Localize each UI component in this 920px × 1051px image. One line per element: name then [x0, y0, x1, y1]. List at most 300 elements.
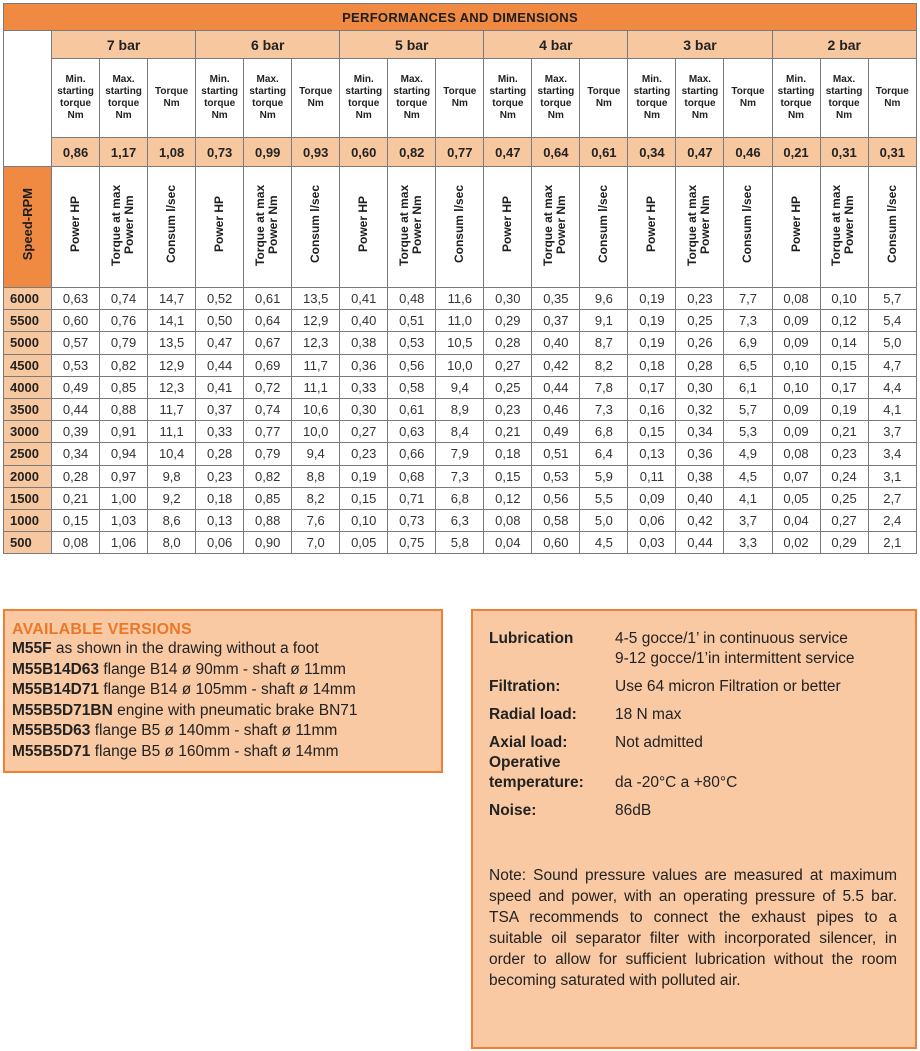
data-cell: 0,60	[532, 532, 580, 554]
available-versions-box	[3, 609, 443, 773]
data-cell: 12,3	[292, 332, 340, 354]
temperature-value: da -20°C a +80°C	[615, 774, 738, 791]
data-cell: 6,8	[580, 421, 628, 443]
performance-header	[484, 167, 532, 288]
temperature-label-1: Operative	[489, 754, 561, 771]
data-cell: 0,85	[244, 487, 292, 509]
data-cell: 11,0	[436, 310, 484, 332]
starting-torque-header: Torque Nm	[580, 59, 628, 138]
table-row	[4, 398, 917, 420]
data-cell: 0,08	[772, 443, 820, 465]
starting-value: 0,64	[532, 138, 580, 167]
spec-noise	[489, 801, 897, 821]
pressure-header: 6 bar	[196, 31, 340, 59]
data-cell: 0,60	[52, 310, 100, 332]
data-cell: 5,0	[580, 509, 628, 531]
data-cell: 0,74	[100, 288, 148, 310]
version-item	[12, 680, 435, 701]
data-cell: 0,82	[244, 465, 292, 487]
data-cell: 0,44	[196, 354, 244, 376]
data-cell: 4,5	[580, 532, 628, 554]
version-code: M55B14D71	[12, 681, 100, 698]
table-row	[4, 509, 917, 531]
starting-torque-header: Torque Nm	[436, 59, 484, 138]
performance-header-label: Power HP	[68, 196, 83, 253]
rpm-value: 1000	[4, 509, 52, 531]
data-cell: 0,69	[244, 354, 292, 376]
data-cell: 0,09	[772, 421, 820, 443]
pressure-header: 7 bar	[52, 31, 196, 59]
version-item	[12, 639, 435, 660]
data-cell: 0,34	[676, 421, 724, 443]
data-cell: 5,3	[724, 421, 772, 443]
data-cell: 0,19	[340, 465, 388, 487]
data-cell: 14,1	[148, 310, 196, 332]
data-cell: 0,44	[532, 376, 580, 398]
rpm-value: 6000	[4, 288, 52, 310]
data-cell: 9,4	[436, 376, 484, 398]
data-cell: 0,21	[484, 421, 532, 443]
data-cell: 0,11	[628, 465, 676, 487]
data-cell: 0,61	[388, 398, 436, 420]
data-cell: 0,19	[628, 288, 676, 310]
data-cell: 0,79	[244, 443, 292, 465]
data-cell: 6,9	[724, 332, 772, 354]
data-cell: 0,21	[52, 487, 100, 509]
version-code: M55B5D71	[12, 742, 91, 760]
starting-value: 0,99	[244, 138, 292, 167]
version-description: engine with pneumatic brake BN71	[112, 701, 358, 719]
performance-header-label: Consum l/sec	[740, 185, 755, 264]
data-cell: 0,10	[820, 288, 868, 310]
data-cell: 8,2	[292, 487, 340, 509]
starting-value: 0,47	[484, 138, 532, 167]
performance-header	[388, 167, 436, 288]
data-cell: 0,14	[820, 332, 868, 354]
data-cell: 5,0	[868, 332, 916, 354]
data-cell: 0,36	[340, 354, 388, 376]
data-cell: 0,09	[628, 487, 676, 509]
noise-label: Noise:	[489, 802, 537, 819]
data-cell: 0,40	[340, 310, 388, 332]
starting-torque-header: Max. starting torque Nm	[388, 59, 436, 138]
starting-torque-header: Torque Nm	[292, 59, 340, 138]
spec-temperature	[489, 753, 897, 793]
data-cell: 0,16	[628, 398, 676, 420]
data-cell: 9,8	[148, 465, 196, 487]
starting-value: 1,17	[100, 138, 148, 167]
rpm-value: 3500	[4, 398, 52, 420]
starting-torque-header: Max. starting torque Nm	[244, 59, 292, 138]
starting-torque-header: Max. starting torque Nm	[100, 59, 148, 138]
speed-rpm-header	[4, 167, 52, 288]
data-cell: 0,29	[484, 310, 532, 332]
starting-torque-header: Min. starting torque Nm	[340, 59, 388, 138]
data-cell: 4,7	[868, 354, 916, 376]
version-description: flange B14 ø 105mm - shaft ø 14mm	[99, 681, 356, 698]
data-cell: 0,74	[244, 398, 292, 420]
data-cell: 0,85	[100, 376, 148, 398]
table-title: PERFORMANCES AND DIMENSIONS	[4, 4, 917, 31]
data-cell: 0,63	[52, 288, 100, 310]
data-cell: 0,48	[388, 288, 436, 310]
data-cell: 12,3	[148, 376, 196, 398]
radial-load-label: Radial load:	[489, 706, 577, 723]
performance-header	[148, 167, 196, 288]
performance-header	[724, 167, 772, 288]
starting-torque-header: Min. starting torque Nm	[772, 59, 820, 138]
starting-values-row	[4, 138, 917, 167]
data-cell: 0,91	[100, 421, 148, 443]
performance-header-label: Power HP	[212, 196, 227, 253]
data-cell: 13,5	[148, 332, 196, 354]
table-row	[4, 310, 917, 332]
temperature-label-2: temperature:	[489, 774, 584, 791]
spec-axial-load	[489, 733, 897, 753]
data-cell: 0,13	[628, 443, 676, 465]
data-cell: 0,56	[388, 354, 436, 376]
data-cell: 3,3	[724, 532, 772, 554]
filtration-label: Filtration:	[489, 678, 561, 695]
title-row	[4, 4, 917, 31]
data-cell: 0,25	[484, 376, 532, 398]
starting-value: 0,47	[676, 138, 724, 167]
data-cell: 8,4	[436, 421, 484, 443]
data-cell: 0,15	[484, 465, 532, 487]
data-cell: 0,42	[676, 509, 724, 531]
table-row	[4, 532, 917, 554]
data-cell: 0,42	[532, 354, 580, 376]
data-cell: 9,1	[580, 310, 628, 332]
performance-header	[436, 167, 484, 288]
data-cell: 7,9	[436, 443, 484, 465]
data-cell: 0,21	[820, 421, 868, 443]
performance-header	[868, 167, 916, 288]
table-row	[4, 354, 917, 376]
starting-torque-header: Max. starting torque Nm	[532, 59, 580, 138]
rpm-value: 500	[4, 532, 52, 554]
data-cell: 11,7	[148, 398, 196, 420]
data-cell: 0,23	[676, 288, 724, 310]
data-cell: 0,25	[820, 487, 868, 509]
data-cell: 10,4	[148, 443, 196, 465]
version-code: M55B5D63	[12, 722, 91, 739]
data-cell: 0,36	[676, 443, 724, 465]
rpm-value: 5000	[4, 332, 52, 354]
data-cell: 0,61	[244, 288, 292, 310]
data-cell: 7,0	[292, 532, 340, 554]
data-cell: 0,27	[484, 354, 532, 376]
data-cell: 0,72	[244, 376, 292, 398]
performance-header-label: Consum l/sec	[452, 185, 467, 264]
version-item	[12, 701, 435, 722]
data-cell: 0,57	[52, 332, 100, 354]
version-description: flange B5 ø 140mm - shaft ø 11mm	[90, 722, 338, 739]
data-cell: 0,88	[100, 398, 148, 420]
data-cell: 0,58	[532, 509, 580, 531]
data-cell: 0,53	[532, 465, 580, 487]
data-cell: 0,08	[52, 532, 100, 554]
data-cell: 0,41	[196, 376, 244, 398]
data-cell: 6,4	[580, 443, 628, 465]
version-item	[12, 742, 435, 763]
data-cell: 0,09	[772, 310, 820, 332]
data-cell: 0,03	[628, 532, 676, 554]
data-cell: 0,64	[244, 310, 292, 332]
data-cell: 0,38	[676, 465, 724, 487]
version-code: M55B14D63	[12, 660, 100, 678]
data-cell: 0,94	[100, 443, 148, 465]
performance-header-label: Consum l/sec	[164, 185, 179, 264]
data-cell: 0,73	[388, 509, 436, 531]
data-cell: 3,7	[724, 509, 772, 531]
data-cell: 0,28	[52, 465, 100, 487]
starting-torque-header: Min. starting torque Nm	[628, 59, 676, 138]
performance-header-label: Power HP	[356, 196, 371, 253]
data-cell: 0,17	[628, 376, 676, 398]
data-cell: 0,06	[628, 509, 676, 531]
versions-title: AVAILABLE VERSIONS	[12, 621, 192, 638]
data-cell: 9,2	[148, 487, 196, 509]
data-cell: 0,18	[196, 487, 244, 509]
data-cell: 11,1	[148, 421, 196, 443]
data-cell: 2,4	[868, 509, 916, 531]
speed-rpm-label: Speed-RPM	[20, 188, 36, 261]
data-cell: 0,15	[52, 509, 100, 531]
corner-blank	[4, 31, 52, 167]
data-cell: 5,8	[436, 532, 484, 554]
data-cell: 0,30	[676, 376, 724, 398]
performance-header-label: Consum l/sec	[884, 185, 899, 264]
data-cell: 5,4	[868, 310, 916, 332]
data-cell: 1,00	[100, 487, 148, 509]
performance-header	[820, 167, 868, 288]
data-cell: 0,90	[244, 532, 292, 554]
axial-load-label: Axial load:	[489, 734, 568, 751]
spec-lubrication	[489, 629, 897, 669]
data-cell: 0,28	[196, 443, 244, 465]
performance-header-label: Consum l/sec	[596, 185, 611, 264]
data-cell: 0,40	[676, 487, 724, 509]
table-row	[4, 465, 917, 487]
data-cell: 14,7	[148, 288, 196, 310]
rpm-value: 3000	[4, 421, 52, 443]
performance-header-label: Power HP	[788, 196, 803, 253]
data-cell: 0,35	[532, 288, 580, 310]
data-cell: 0,07	[772, 465, 820, 487]
starting-value: 1,08	[148, 138, 196, 167]
data-cell: 1,06	[100, 532, 148, 554]
performance-header	[244, 167, 292, 288]
data-cell: 5,7	[724, 398, 772, 420]
performance-header-row	[4, 167, 917, 288]
rpm-value: 4000	[4, 376, 52, 398]
data-cell: 0,67	[244, 332, 292, 354]
data-cell: 0,30	[484, 288, 532, 310]
data-cell: 0,76	[100, 310, 148, 332]
data-cell: 0,82	[100, 354, 148, 376]
performance-header	[100, 167, 148, 288]
data-cell: 0,05	[340, 532, 388, 554]
data-cell: 0,19	[628, 332, 676, 354]
rpm-value: 2000	[4, 465, 52, 487]
data-cell: 9,6	[580, 288, 628, 310]
rpm-value: 4500	[4, 354, 52, 376]
data-cell: 3,7	[868, 421, 916, 443]
rpm-value: 2500	[4, 443, 52, 465]
data-cell: 8,2	[580, 354, 628, 376]
table-row	[4, 421, 917, 443]
table-row	[4, 487, 917, 509]
table-row	[4, 443, 917, 465]
performance-header	[580, 167, 628, 288]
data-cell: 0,24	[820, 465, 868, 487]
starting-torque-header: Max. starting torque Nm	[676, 59, 724, 138]
data-cell: 10,6	[292, 398, 340, 420]
starting-torque-header: Torque Nm	[868, 59, 916, 138]
data-cell: 0,32	[676, 398, 724, 420]
performance-header	[676, 167, 724, 288]
data-cell: 6,8	[436, 487, 484, 509]
performance-header-label: Torque at max Power Nm	[829, 183, 857, 266]
data-cell: 8,6	[148, 509, 196, 531]
performance-header	[196, 167, 244, 288]
data-cell: 7,3	[580, 398, 628, 420]
data-cell: 0,09	[772, 332, 820, 354]
lubrication-label: Lubrication	[489, 630, 574, 647]
data-cell: 8,8	[292, 465, 340, 487]
starting-torque-header: Torque Nm	[148, 59, 196, 138]
data-cell: 0,38	[340, 332, 388, 354]
performance-header-label: Torque at max Power Nm	[252, 183, 280, 266]
data-cell: 5,9	[580, 465, 628, 487]
data-cell: 0,41	[340, 288, 388, 310]
data-cell: 0,02	[772, 532, 820, 554]
starting-value: 0,86	[52, 138, 100, 167]
data-cell: 0,18	[484, 443, 532, 465]
data-cell: 0,44	[676, 532, 724, 554]
data-cell: 0,28	[676, 354, 724, 376]
starting-value: 0,61	[580, 138, 628, 167]
data-cell: 0,50	[196, 310, 244, 332]
lubrication-value-2: 9-12 gocce/1’in intermittent service	[615, 650, 855, 667]
data-cell: 10,5	[436, 332, 484, 354]
table-row	[4, 332, 917, 354]
version-description: flange B5 ø 160mm - shaft ø 14mm	[90, 742, 339, 760]
data-cell: 0,30	[340, 398, 388, 420]
data-cell: 0,15	[628, 421, 676, 443]
starting-value: 0,93	[292, 138, 340, 167]
table-row	[4, 288, 917, 310]
data-cell: 0,97	[100, 465, 148, 487]
data-cell: 0,49	[52, 376, 100, 398]
data-cell: 0,10	[340, 509, 388, 531]
starting-torque-header-row	[4, 59, 917, 138]
starting-torque-header: Min. starting torque Nm	[196, 59, 244, 138]
data-cell: 8,9	[436, 398, 484, 420]
lubrication-value-1: 4-5 gocce/1’ in continuous service	[615, 630, 848, 647]
data-cell: 0,19	[628, 310, 676, 332]
data-cell: 0,23	[196, 465, 244, 487]
data-cell: 0,19	[820, 398, 868, 420]
performance-header	[340, 167, 388, 288]
starting-value: 0,31	[868, 138, 916, 167]
filtration-value: Use 64 micron Filtration or better	[615, 678, 841, 695]
performance-table	[3, 3, 917, 554]
performance-header-label: Torque at max Power Nm	[108, 183, 136, 266]
performance-header	[292, 167, 340, 288]
data-cell: 0,26	[676, 332, 724, 354]
version-description: as shown in the drawing without a foot	[51, 640, 319, 657]
data-cell: 0,05	[772, 487, 820, 509]
data-cell: 8,7	[580, 332, 628, 354]
performance-header-label: Power HP	[644, 196, 659, 253]
data-cell: 0,10	[772, 376, 820, 398]
data-cell: 0,37	[532, 310, 580, 332]
data-cell: 0,56	[532, 487, 580, 509]
data-cell: 4,1	[868, 398, 916, 420]
data-cell: 0,52	[196, 288, 244, 310]
data-cell: 6,5	[724, 354, 772, 376]
data-cell: 5,7	[868, 288, 916, 310]
data-cell: 2,1	[868, 532, 916, 554]
data-cell: 13,5	[292, 288, 340, 310]
spec-radial-load	[489, 705, 897, 725]
data-cell: 0,15	[820, 354, 868, 376]
data-cell: 0,34	[52, 443, 100, 465]
data-cell: 0,23	[820, 443, 868, 465]
spec-filtration	[489, 677, 897, 697]
performance-header-label: Torque at max Power Nm	[684, 183, 712, 266]
note-text: Note: Sound pressure values are measured at maximum speed and power, with an operating pressure of 5.5 bar. TSA recommends to connect the exhaust pipes to a suitable oil separator filter with incorporated silencer, in order to allow for sufficient lubrication without the room becoming saturated with polluted air.	[489, 867, 897, 989]
data-cell: 0,51	[532, 443, 580, 465]
performance-header	[772, 167, 820, 288]
data-cell: 4,9	[724, 443, 772, 465]
data-cell: 0,08	[772, 288, 820, 310]
data-cell: 12,9	[148, 354, 196, 376]
noise-value: 86dB	[615, 802, 652, 819]
data-cell: 0,06	[196, 532, 244, 554]
data-cell: 0,12	[484, 487, 532, 509]
data-cell: 0,46	[532, 398, 580, 420]
data-cell: 0,29	[820, 532, 868, 554]
data-cell: 0,79	[100, 332, 148, 354]
data-cell: 0,37	[196, 398, 244, 420]
data-cell: 0,04	[484, 532, 532, 554]
pressure-header: 4 bar	[484, 31, 628, 59]
axial-load-value: Not admitted	[615, 734, 703, 751]
performance-header-label: Power HP	[500, 196, 515, 253]
data-cell: 11,6	[436, 288, 484, 310]
radial-load-value: 18 N max	[615, 706, 682, 723]
data-cell: 0,27	[340, 421, 388, 443]
version-code: M55B5D71BN	[12, 701, 113, 719]
performance-header-label: Torque at max Power Nm	[396, 183, 424, 266]
data-cell: 0,49	[532, 421, 580, 443]
starting-torque-header: Min. starting torque Nm	[484, 59, 532, 138]
performance-header	[628, 167, 676, 288]
data-cell: 0,47	[196, 332, 244, 354]
starting-value: 0,82	[388, 138, 436, 167]
data-cell: 0,40	[532, 332, 580, 354]
data-cell: 9,4	[292, 443, 340, 465]
data-cell: 0,75	[388, 532, 436, 554]
data-cell: 0,04	[772, 509, 820, 531]
version-item	[12, 660, 435, 681]
version-description: flange B14 ø 90mm - shaft ø 11mm	[99, 660, 346, 678]
data-cell: 7,6	[292, 509, 340, 531]
data-cell: 6,1	[724, 376, 772, 398]
